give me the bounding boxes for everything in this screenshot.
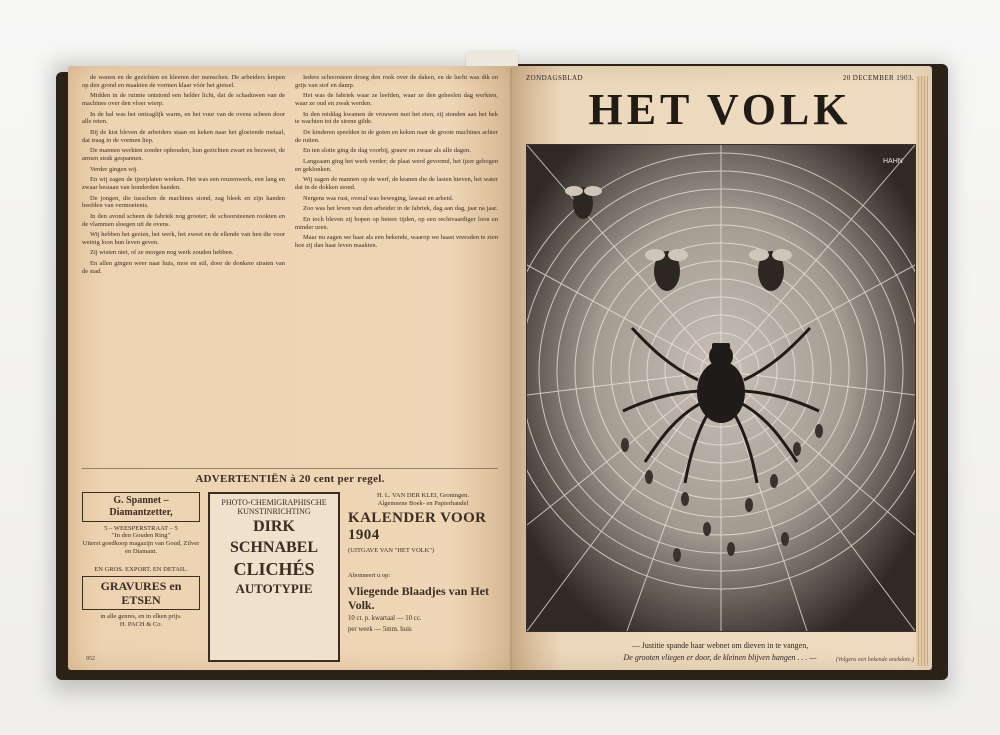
ad-spannet-title: G. Spannet – Diamantzetter, (82, 492, 200, 522)
page-number: 952 (86, 656, 95, 662)
left-page (68, 66, 516, 670)
page-stack (916, 76, 928, 666)
article-column-left: de wanen en de gezichten en kleeren der menschen. De arbeiders krepen op den grond en maakten de vormen klaar vóór het gietsel. Midden in de ruimte ontstond een helder licht, dat de schaduwen van de machines over den vloer wierp. In de hal was het ontzaglijk warm, en het vuur van de ovens scheen door alle reten. Bij de kist bleven de arbeiders staan en keken naar het gloeiende metaal, dat traag in de vormen liep. De mannen werkten zonder ophouden, hun gezichten zwart en bezweet, de armen strak gespannen. Verder gingen wij. En wij zagen de ijzerplaten werken. Het was een reuzenwerk, een lang en zwaar bestaan van honderden handen. De jongen, die tusschen de machines stond, zag bleek en zijn handen beefden van vermoeienis. In den avond scheen de fabriek nog grooter; de schoorsteenen rookten en de vlammen sloegen uit de ovens. Wij hebben het gezien, het werk, het zweet en de ellende van hen die voor weinig loon hun leven geven. Zij wisten niet, of ze morgen nog werk zouden hebben. En allen gingen weer naar huis, moe en stil, door de donkere straten van de stad. (82, 74, 285, 275)
illustration-svg (527, 145, 915, 631)
ad-vliegende-title: Vliegende Blaadjes van Het Volk. (348, 583, 489, 613)
caption-line-1: — Justitie spande haar webnet om dieven in te vangen, (631, 641, 809, 650)
article-column-right: Iedere schoorsteen droeg den rook over de daken, en de lucht was dik en grijs van stof en damp. Het was de fabriek waar ze leefden, waar ze den geheelen dag werkten, waar ze oud en zwak werden. In den middag kwamen de vrouwen met het eten; zij stonden aan het hek te wachten tot de sirene gilde. De kinderen speelden in de goten en keken naar de groote machines achter de ruiten. En ten slotte ging de dag voorbij, grauw en zwaar als alle dagen. Langzaam ging het werk verder; de plaat werd gevormd, het ijzer gebogen en geklonken. Wij zagen de mannen op de werf, de kranen die de lasten hieven, het water dat in de dokken stond. Nergens was rust, overal was beweging, lawaai en arbeid. Zoo was het leven van den arbeider in de fabriek, dag aan dag, jaar na jaar. En toch bleven zij hopen op betere tijden, op een rechtvaardiger loon en minder uren. Maar nu zagen we haar als een bekende, waarop we haast vreesden te zien hoe zij dan haar leven maakten. (295, 74, 498, 249)
ad-schnabel-line-4: SCHNABEL (229, 538, 319, 556)
article-columns (82, 74, 498, 464)
ad-vliegende-line-2: 10 ct. p. kwartaal — 10 cc. (348, 615, 422, 623)
ads-header: ADVERTENTIËN à 20 cent per regel. (82, 468, 498, 486)
ad-schnabel (208, 492, 340, 662)
open-book (56, 64, 948, 680)
newspaper-masthead: HET VOLK (588, 85, 852, 134)
spider-web-illustration (526, 144, 916, 632)
ad-klei-subtitle: (UITGAVE VAN "HET VOLK") (348, 546, 435, 554)
ad-schnabel-line-5: CLICHÉS (233, 559, 315, 580)
caption-credit: (Volgens een bekende anekdote.) (835, 656, 914, 663)
ad-klei-header: H. L. VAN DER KLEI, Groningen. (376, 491, 469, 499)
ad-gravures-footer: H. PACH & Co. (119, 620, 163, 628)
ad-vliegende-line-1: Abonneert u op: (348, 572, 391, 580)
right-page (512, 66, 932, 670)
ad-klei-title: KALENDER VOOR 1904 (348, 509, 487, 544)
ad-gravures-body: in alle genres, en in elken prijs. (100, 612, 182, 620)
ad-left-column (82, 492, 200, 628)
issue-date: 20 DECEMBER 1903. (842, 74, 914, 82)
ad-schnabel-line-3: DIRK (253, 518, 295, 536)
ad-spannet-body: Uiterst goedkoop magazijn van Goud, Zilver en Diamant. (82, 540, 200, 555)
ad-schnabel-line-1: PHOTO-CHEMIGRAPHISCHE (221, 497, 327, 507)
ad-spannet-note: "In den Gouden Ring" (111, 532, 171, 540)
ad-spannet-address: 5 – WEESPERSTRAAT – 5 (104, 524, 178, 532)
section-label: ZONDAGSBLAD (526, 74, 583, 82)
ad-schnabel-line-6: AUTOTYPIE (235, 580, 313, 596)
right-page-content (526, 74, 914, 663)
caption-line-2: De grooten vliegen er door, de kleinen blijven hangen . . . — (623, 652, 817, 662)
ad-schnabel-line-2: KUNSTINRICHTING (237, 507, 311, 517)
ad-right-column (348, 492, 498, 635)
ad-gravures-title: GRAVURES en ETSEN (82, 576, 200, 610)
ad-vliegende-line-3: per week — 5mm. huis (348, 626, 412, 634)
ad-gravures-intro: EN GROS. EXPORT. EN DETAIL. (94, 565, 188, 573)
ads-grid (82, 492, 498, 670)
right-page-topline (526, 74, 914, 82)
left-page-content (82, 74, 498, 670)
illustration-signature: HAHN (883, 158, 903, 165)
illustration-caption (526, 640, 914, 663)
ad-klei-subheader: Algemeene Boek- en Papierhandel (377, 499, 469, 507)
